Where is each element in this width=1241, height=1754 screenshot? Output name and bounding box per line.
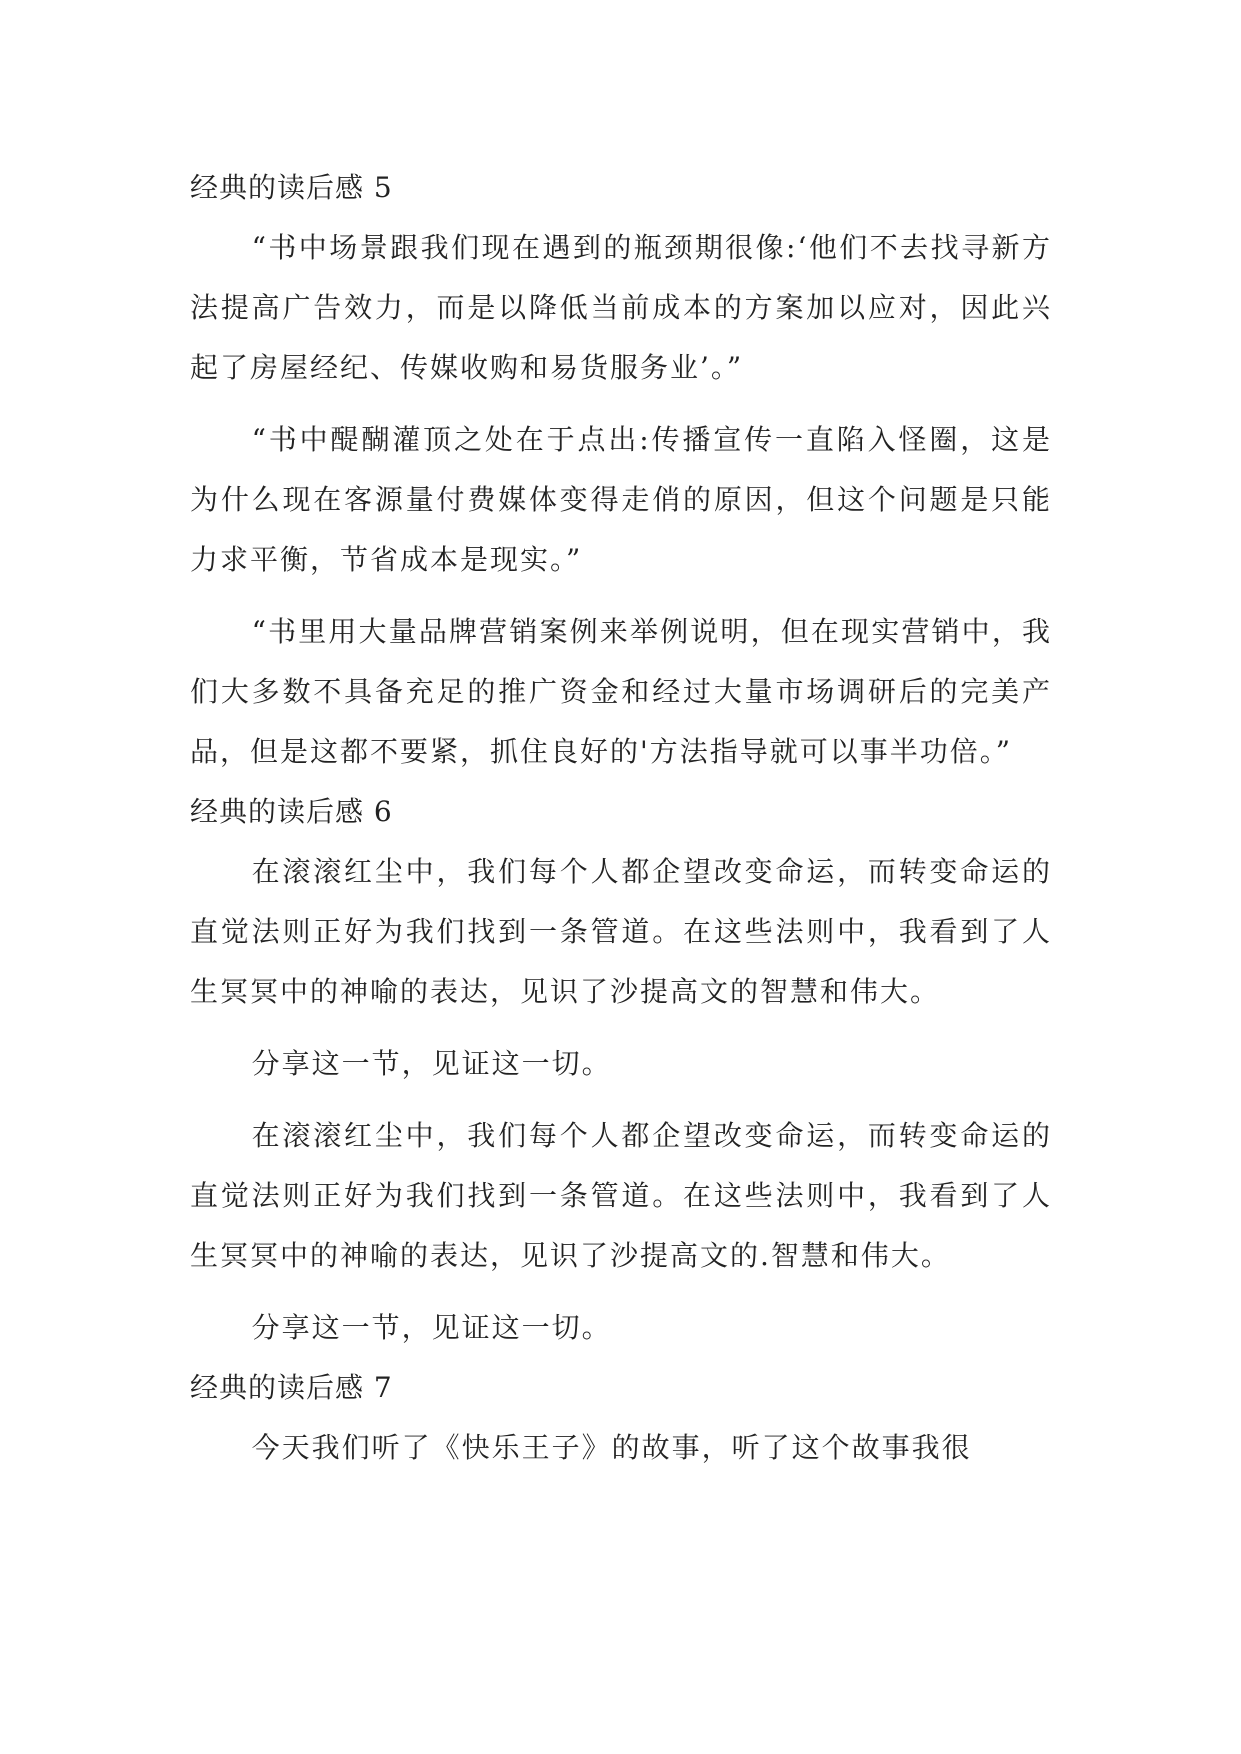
section-heading-7: 经典的读后感 7 — [190, 1371, 393, 1404]
paragraph: “书中醍醐灌顶之处在于点出:传播宣传一直陷入怪圈，这是为什么现在客源量付费媒体变得走俏的原因，但这个问题是只能力求平衡，节省成本是现实。” — [190, 423, 1052, 576]
paragraph: “书中场景跟我们现在遇到的瓶颈期很像:‘他们不去找寻新方法提高广告效力，而是以降低当前成本的方案加以应对，因此兴起了房屋经纪、传媒收购和易货服务业’。” — [190, 231, 1052, 384]
paragraph: 在滚滚红尘中，我们每个人都企望改变命运，而转变命运的直觉法则正好为我们找到一条管道。在这些法则中，我看到了人生冥冥中的神喻的表达，见识了沙提高文的智慧和伟大。 — [190, 855, 1052, 1008]
document-page — [190, 158, 1052, 1478]
paragraph: 分享这一节，见证这一切。 — [251, 1311, 612, 1344]
paragraph: 今天我们听了《快乐王子》的故事，听了这个故事我很 — [251, 1431, 972, 1464]
section-heading-6: 经典的读后感 6 — [190, 795, 393, 828]
paragraph: 分享这一节，见证这一切。 — [251, 1047, 612, 1080]
paragraph: 在滚滚红尘中，我们每个人都企望改变命运，而转变命运的直觉法则正好为我们找到一条管道。在这些法则中，我看到了人生冥冥中的神喻的表达，见识了沙提高文的.智慧和伟大。 — [190, 1119, 1052, 1272]
section-heading-5: 经典的读后感 5 — [190, 171, 393, 204]
paragraph: “书里用大量品牌营销案例来举例说明，但在现实营销中，我们大多数不具备充足的推广资金和经过大量市场调研后的完美产品，但是这都不要紧，抓住良好的'方法指导就可以事半功倍。” — [190, 615, 1052, 768]
